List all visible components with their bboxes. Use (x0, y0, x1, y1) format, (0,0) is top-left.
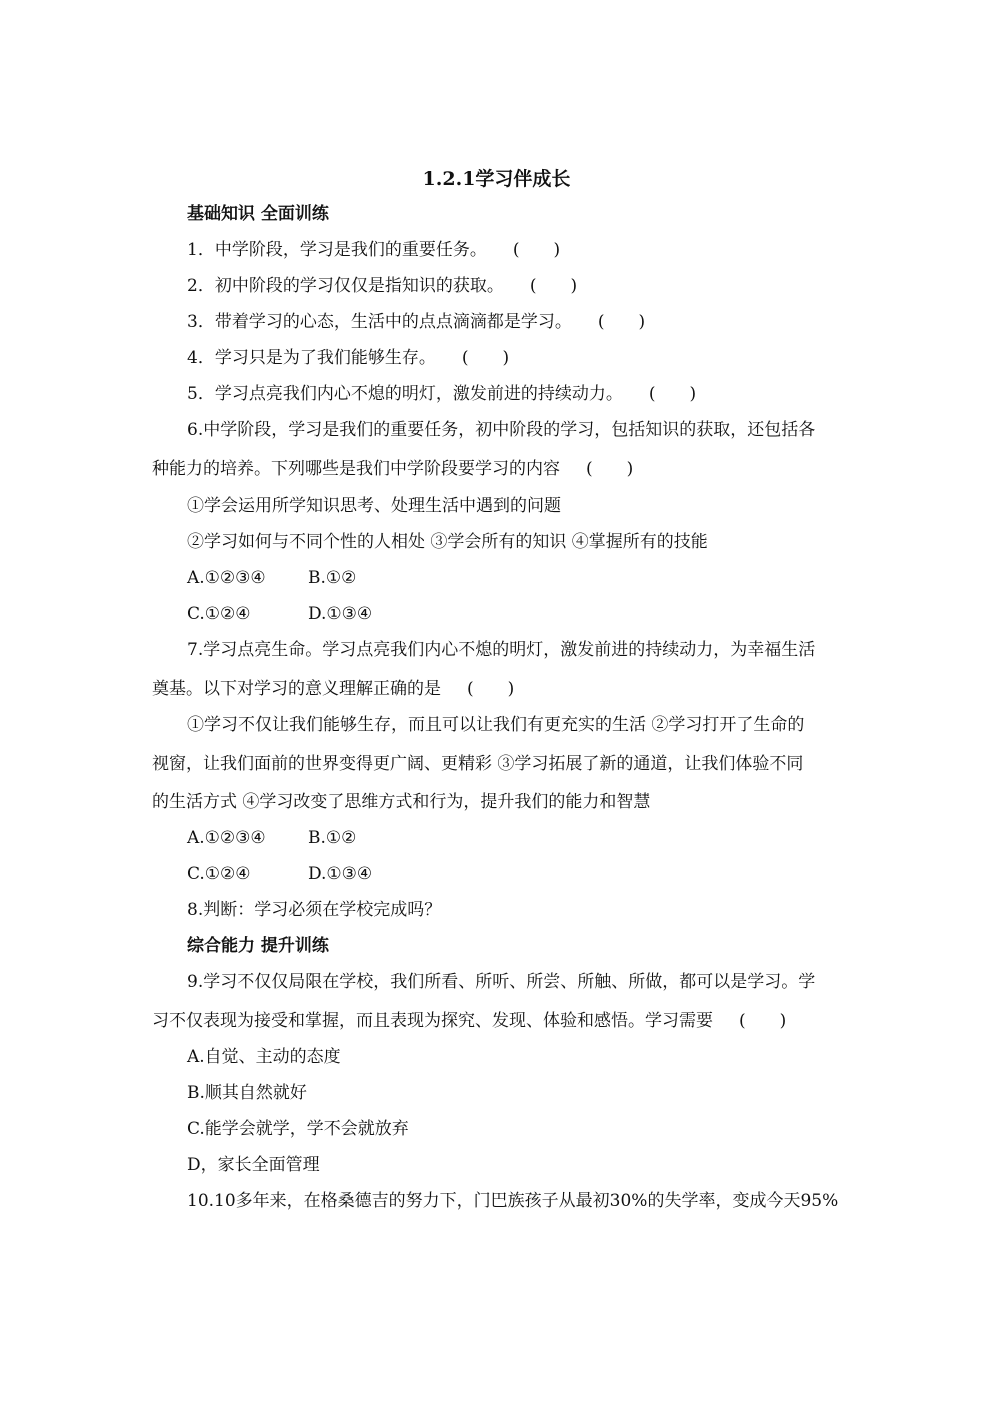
question-1 (187, 238, 560, 262)
question-3 (187, 310, 645, 334)
question-9-option-d: D，家长全面管理 (187, 1155, 320, 1175)
answer-bracket: ( ) (586, 459, 634, 479)
question-2 (187, 274, 577, 298)
question-7-para-2: 视窗，让我们面前的世界变得更广阔、更精彩 ③学习拓展了新的通道，让我们体验不同 (152, 754, 804, 774)
question-6-option-a: A.①②③④ (187, 568, 266, 588)
section-heading-basic: 基础知识 全面训练 (187, 204, 329, 224)
question-6-option-c: C.①②④ (187, 604, 251, 624)
question-5 (187, 382, 696, 406)
question-7-option-b: B.①② (308, 828, 357, 848)
question-7-option-c: C.①②④ (187, 864, 251, 884)
question-6-line-1: 6.中学阶段，学习是我们的重要任务，初中阶段的学习，包括知识的获取，还包括各 (187, 420, 816, 440)
question-2-text: 2．初中阶段的学习仅仅是指知识的获取。 (187, 276, 504, 296)
question-3-text: 3．带着学习的心态，生活中的点点滴滴都是学习。 (187, 312, 572, 332)
question-4 (187, 346, 509, 370)
question-6-option-d: D.①③④ (308, 604, 373, 624)
answer-bracket: ( ) (739, 1011, 787, 1031)
answer-bracket: ( ) (648, 384, 697, 404)
question-6-line-2: 种能力的培养。下列哪些是我们中学阶段要学习的内容 ( ) (152, 459, 634, 479)
question-9-option-c: C.能学会就学，学不会就放弃 (187, 1119, 409, 1139)
question-7-line-2: 奠基。以下对学习的意义理解正确的是 ( ) (152, 679, 515, 699)
question-7-line-1: 7.学习点亮生命。学习点亮我们内心不熄的明灯，激发前进的持续动力，为幸福生活 (187, 640, 816, 660)
question-7-para-1: ①学习不仅让我们能够生存，而且可以让我们有更充实的生活 ②学习打开了生命的 (187, 715, 805, 735)
question-7-para-3: 的生活方式 ④学习改变了思维方式和行为，提升我们的能力和智慧 (152, 792, 651, 812)
answer-bracket: ( ) (597, 312, 646, 332)
question-9-line-2: 习不仅表现为接受和掌握，而且表现为探究、发现、体验和感悟。学习需要 ( ) (152, 1011, 787, 1031)
question-1-text: 1．中学阶段，学习是我们的重要任务。 (187, 240, 487, 260)
question-9-option-a: A.自觉、主动的态度 (187, 1047, 341, 1067)
answer-bracket: ( ) (467, 679, 515, 699)
question-6-item-2: ②学习如何与不同个性的人相处 ③学会所有的知识 ④掌握所有的技能 (187, 532, 708, 552)
question-4-text: 4．学习只是为了我们能够生存。 (187, 348, 436, 368)
answer-bracket: ( ) (529, 276, 578, 296)
question-10-line-1: 10.10多年来，在格桑德吉的努力下，门巴族孩子从最初30%的失学率，变成今天95% (187, 1191, 839, 1211)
question-6-option-b: B.①② (308, 568, 357, 588)
question-5-text: 5．学习点亮我们内心不熄的明灯，激发前进的持续动力。 (187, 384, 623, 404)
question-8: 8.判断：学习必须在学校完成吗？ (187, 900, 442, 920)
question-9-line-1: 9.学习不仅仅局限在学校，我们所看、所听、所尝、所触、所做，都可以是学习。学 (187, 972, 816, 992)
answer-bracket: ( ) (512, 240, 561, 260)
question-7-option-d: D.①③④ (308, 864, 373, 884)
page-title: 1.2.1学习伴成长 (422, 168, 571, 190)
question-7-option-a: A.①②③④ (187, 828, 266, 848)
answer-bracket: ( ) (461, 348, 510, 368)
section-heading-advanced: 综合能力 提升训练 (187, 936, 329, 956)
question-9-option-b: B.顺其自然就好 (187, 1083, 307, 1103)
question-6-item-1: ①学会运用所学知识思考、处理生活中遇到的问题 (187, 496, 561, 516)
